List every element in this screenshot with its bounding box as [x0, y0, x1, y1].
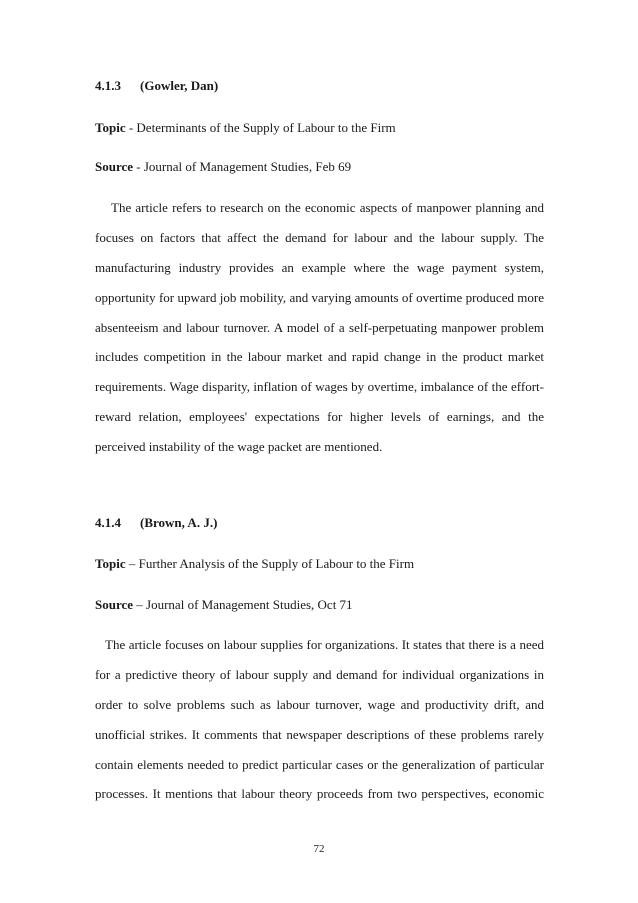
paragraph-line: includes competition in the labour market and rapid change in the product market	[95, 349, 544, 365]
source-text: – Journal of Management Studies, Oct 71	[133, 597, 353, 612]
paragraph-line: reward relation, employees' expectations for higher levels of earnings, and the	[95, 409, 544, 425]
paragraph-line: The article focuses on labour supplies for organizations. It states that there is a need	[105, 637, 544, 652]
paragraph-line: The article refers to research on the economic aspects of manpower planning and	[111, 200, 544, 215]
section-heading	[95, 78, 218, 94]
page-number: 72	[313, 843, 325, 855]
paragraph-line: contain elements needed to predict particular cases or the generalization of particular	[95, 756, 544, 772]
section-paragraph	[95, 637, 544, 816]
section-number: 4.1.4	[95, 515, 121, 530]
topic-line	[95, 120, 396, 136]
topic-text: – Further Analysis of the Supply of Labour to the Firm	[125, 556, 415, 571]
topic-text: - Determinants of the Supply of Labour to the Firm	[125, 120, 396, 135]
topic-label: Topic	[95, 120, 126, 135]
source-line	[95, 159, 351, 175]
source-line	[95, 597, 353, 613]
paragraph-line: requirements. Wage disparity, inflation of wages by overtime, imbalance of the effort-	[95, 379, 544, 395]
topic-label: Topic	[95, 556, 126, 571]
topic-line	[95, 556, 414, 572]
source-label: Source	[95, 597, 134, 612]
section-heading	[95, 515, 217, 531]
paragraph-line: processes. It mentions that labour theory proceeds from two perspectives, economic	[95, 786, 544, 802]
paragraph-line: unofficial strikes. It comments that newspaper descriptions of these problems rarely	[95, 726, 544, 742]
paragraph-line: order to solve problems such as labour turnover, wage and productivity drift, and	[95, 696, 544, 712]
paragraph-line: focuses on factors that affect the demand for labour and the labour supply. The	[95, 229, 544, 245]
paragraph-line: manufacturing industry provides an example where the wage payment system,	[95, 259, 544, 275]
section-paragraph	[95, 200, 544, 469]
paragraph-line: perceived instability of the wage packet are mentioned.	[95, 439, 383, 455]
source-label: Source	[95, 159, 134, 174]
section-number: 4.1.3	[95, 78, 121, 93]
source-text: - Journal of Management Studies, Feb 69	[133, 159, 352, 174]
paragraph-line: absenteeism and labour turnover. A model of a self-perpetuating manpower problem	[95, 319, 544, 335]
section-author: (Gowler, Dan)	[140, 78, 219, 93]
section-author: (Brown, A. J.)	[140, 515, 218, 530]
paragraph-line: for a predictive theory of labour supply and demand for individual organizations in	[95, 666, 544, 682]
paragraph-line: opportunity for upward job mobility, and varying amounts of overtime produced more	[95, 289, 544, 305]
